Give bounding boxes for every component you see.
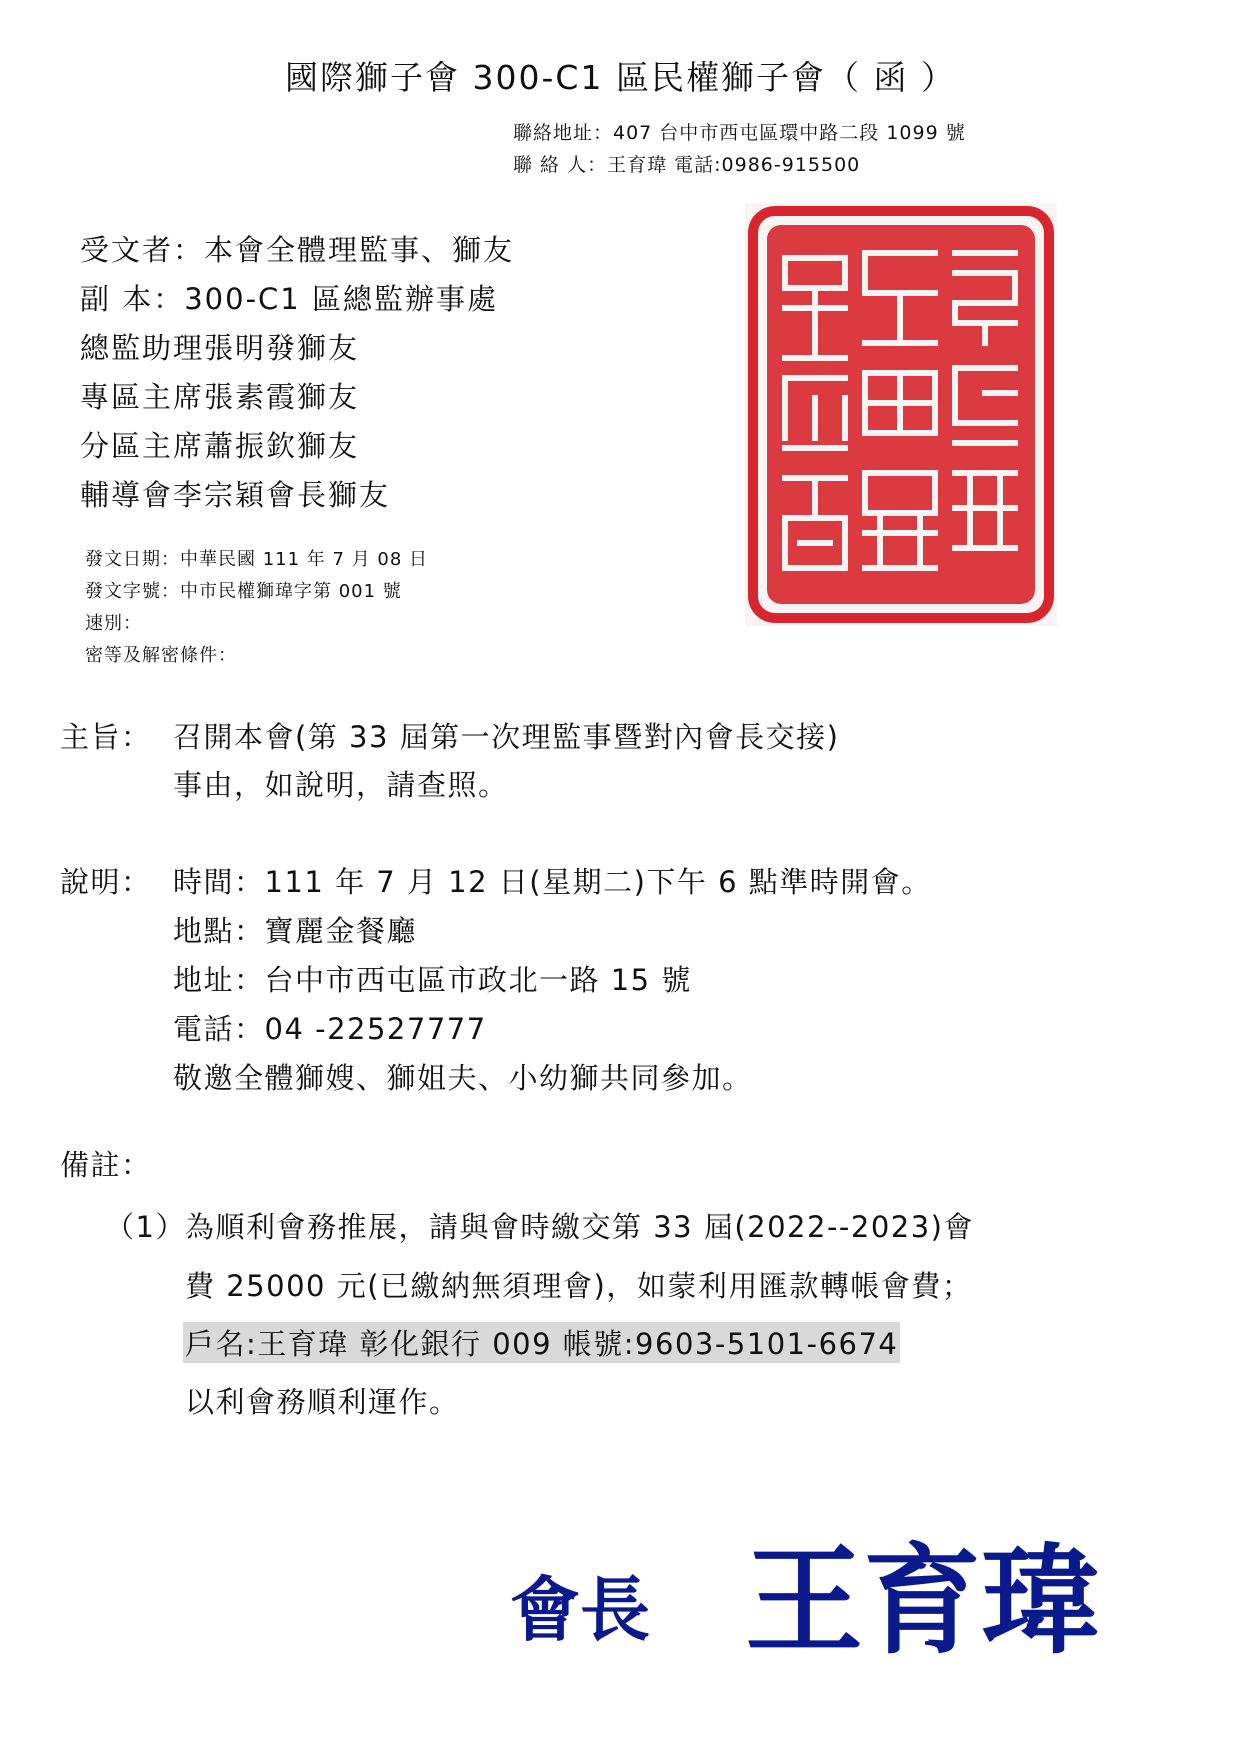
signature-name: 王育瑋 <box>745 1531 1100 1670</box>
note-line-2: 費 25000 元(已繳納無須理會)，如蒙利用匯款轉帳會費； <box>185 1269 973 1303</box>
explanation-label: 說明： <box>60 865 152 899</box>
official-seal <box>745 203 1057 626</box>
contact-address: 聯絡地址：407 台中市西屯區環中路二段 1099 號 <box>513 122 966 144</box>
invitation-line: 敬邀全體獅嫂、獅姐夫、小幼獅共同參加。 <box>173 1061 753 1095</box>
issue-date: 發文日期：中華民國 111 年 7 月 08 日 <box>85 549 429 570</box>
meeting-time: 時間：111 年 7 月 12 日(星期二)下午 6 點準時開會。 <box>173 865 932 899</box>
bank-account-line: 戶名:王育瑋 彰化銀行 009 帳號:9603-5101-6674 <box>183 1322 900 1363</box>
note-line-4: 以利會務順利運作。 <box>185 1385 460 1419</box>
notes-label: 備註： <box>60 1148 152 1182</box>
president-signature <box>510 1512 1150 1672</box>
signature-title: 會長 <box>510 1568 650 1651</box>
document-title: 國際獅子會 300-C1 區民權獅子會（ 函 ） <box>285 58 956 97</box>
recipient-other: 輔導會李宗穎會長獅友 <box>80 478 391 512</box>
recipient-to: 受文者：本會全體理監事、獅友 <box>80 233 515 267</box>
meeting-place: 地點：寶麗金餐廳 <box>173 914 418 948</box>
recipient-other: 分區主席蕭振欽獅友 <box>80 429 360 463</box>
note-number: （1） <box>105 1210 186 1244</box>
document-number: 發文字號：中市民權獅瑋字第 001 號 <box>85 581 402 602</box>
speed-field: 速別： <box>85 613 142 634</box>
subject-label: 主旨： <box>60 720 152 754</box>
secrecy-field: 密等及解密條件： <box>85 645 237 666</box>
meeting-phone: 電話：04 -22527777 <box>173 1012 487 1046</box>
contact-person: 聯 絡 人：王育瑋 電話:0986-915500 <box>513 154 861 176</box>
recipient-other: 專區主席張素霞獅友 <box>80 380 360 414</box>
recipient-other: 總監助理張明發獅友 <box>80 331 360 365</box>
subject-line-1: 召開本會(第 33 屆第一次理監事暨對內會長交接) <box>173 720 840 754</box>
meeting-address: 地址：台中市西屯區市政北一路 15 號 <box>173 963 692 997</box>
note-line-1: 為順利會務推展，請與會時繳交第 33 屆(2022--2023)會 <box>185 1210 975 1244</box>
subject-line-2: 事由，如說明，請查照。 <box>173 768 509 802</box>
recipient-cc: 副 本：300-C1 區總監辦事處 <box>80 282 498 316</box>
